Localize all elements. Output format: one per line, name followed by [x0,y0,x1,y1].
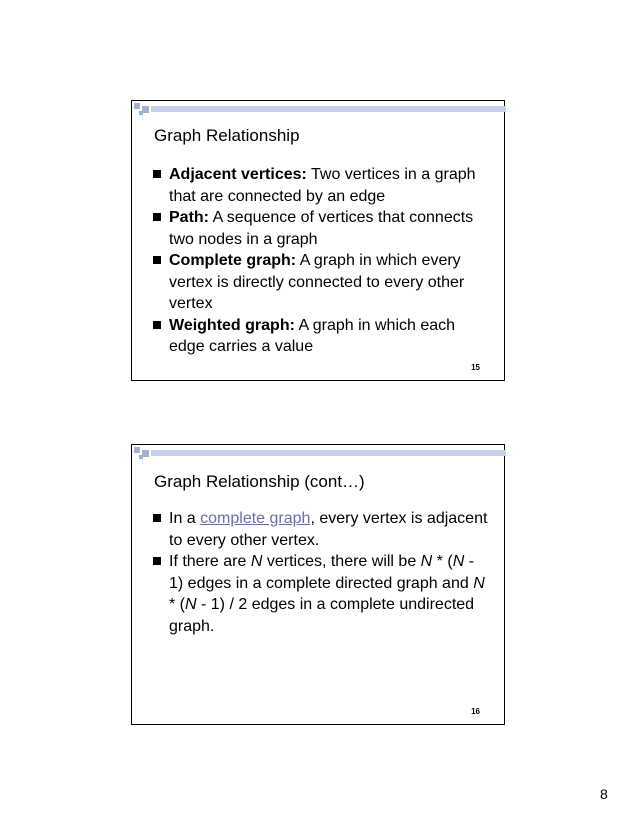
bullet-path: Path: A sequence of vertices that connects two nodes in a graph [149,207,489,250]
slide-15 [131,100,505,381]
bullet-adjacent-vertices: Adjacent vertices: Two vertices in a graph that are connected by an edge [149,164,489,207]
slide-number: 16 [471,707,480,716]
slide-header-decoration [132,445,506,459]
bullet-list [149,508,489,637]
square-bullet-icon [153,213,161,221]
square-bullet-icon [153,170,161,178]
bullet-complete-graph: Complete graph: A graph in which every vertex is directly connected to every other vertex [149,250,489,315]
slide-16 [131,444,505,725]
square-bullet-icon [153,514,161,522]
square-bullet-icon [153,256,161,264]
bullet-weighted-graph: Weighted graph: A graph in which each edge carries a value [149,315,489,358]
page-number: 8 [600,786,608,802]
complete-graph-link[interactable]: complete graph [200,510,311,527]
slide-header-decoration [132,101,506,115]
bullet-list [149,164,489,358]
slide-title: Graph Relationship (cont…) [154,472,365,491]
square-bullet-icon [153,557,161,565]
bullet-edge-count: If there are N vertices, there will be N * (N - 1) edges in a complete directed graph and N * (N - 1) / 2 edges in a complete undirected graph. [149,551,489,637]
slide-number: 15 [471,363,480,372]
slide-title: Graph Relationship [154,126,300,145]
bullet-complete-graph-adjacency: In a complete graph, every vertex is adjacent to every other vertex. [149,508,489,551]
square-bullet-icon [153,321,161,329]
